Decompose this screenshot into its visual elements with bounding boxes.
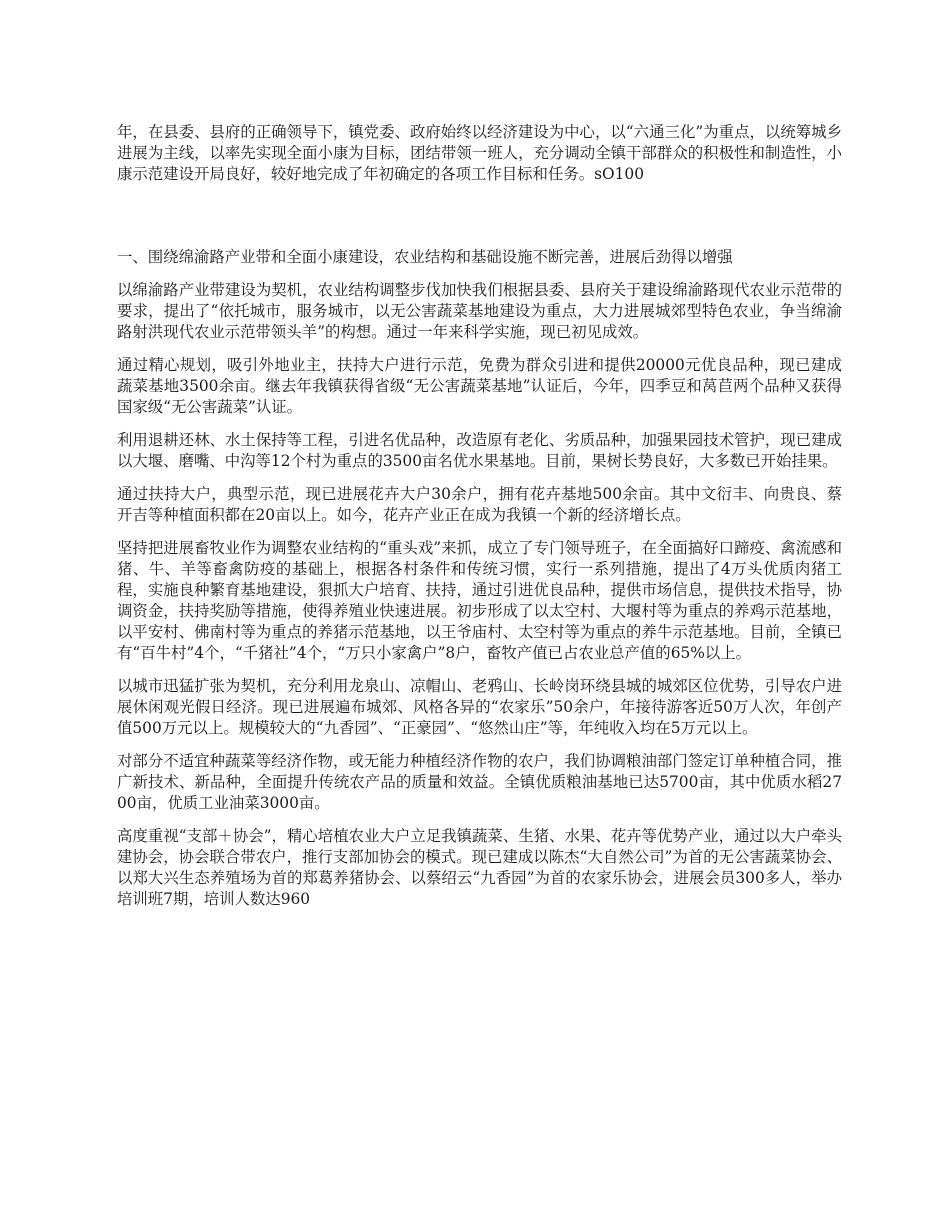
section-heading: 一、围绕绵渝路产业带和全面小康建设，农业结构和基础设施不断完善，进展后劲得以增强 <box>117 248 733 266</box>
paragraph-7: 对部分不适宜种蔬菜等经济作物，或无能力种植经济作物的农户，我们协调粮油部门签定订单种植合同，推广新技术、新品种，全面提升传统农产品的质量和效益。全镇优质粮油基地已达5700亩，其中优质水稻2700亩，优质工业油菜3000亩。 <box>117 752 842 812</box>
section-spacer <box>117 185 842 247</box>
paragraph-2: 通过精心规划，吸引外地业主，扶持大户进行示范，免费为群众引进和提供20000元优良品种，现已建成蔬菜基地3500余亩。继去年我镇获得省级“无公害蔬菜基地”认证后，今年，四季豆和莴苣两个品种又获得国家级“无公害蔬菜”认证。 <box>117 356 842 416</box>
paragraph-3: 利用退耕还林、水土保持等工程，引进名优品种，改造原有老化、劣质品种，加强果园技术管护，现已建成以大堰、磨嘴、中沟等12个村为重点的3500亩名优水果基地。目前，果树长势良好，大多数已开始挂果。 <box>117 431 842 470</box>
paragraph-1: 以绵渝路产业带建设为契机，农业结构调整步伐加快我们根据县委、县府关于建设绵渝路现代农业示范带的要求，提出了“依托城市，服务城市，以无公害蔬菜基地建设为重点，大力进展城郊型特色农业，争当绵渝路射洪现代农业示范带领头羊”的构想。通过一年来科学实施，现已初见成效。 <box>117 281 842 341</box>
intro-paragraph: 年，在县委、县府的正确领导下，镇党委、政府始终以经济建设为中心，以“六通三化”为重点，以统筹城乡进展为主线，以率先实现全面小康为目标，团结带领一班人，充分调动全镇干部群众的积极性和制造性，小康示范建设开局良好，较好地完成了年初确定的各项工作目标和任务。sO100 <box>117 123 842 183</box>
paragraph-6: 以城市迅猛扩张为契机，充分利用龙泉山、凉帽山、老鸦山、长岭岗环绕县城的城郊区位优势，引导农户进展休闲观光假日经济。现已进展遍布城郊、风格各异的“农家乐”50余户，年接待游客近50万人次，年创产值500万元以上。规模较大的“九香园”、“正豪园”、“悠然山庄”等，年纯收入均在5万元以上。 <box>117 677 842 737</box>
paragraph-8: 高度重视“支部＋协会”，精心培植农业大户立足我镇蔬菜、生猪、水果、花卉等优势产业，通过以大户牵头建协会，协会联合带农户，推行支部加协会的模式。现已建成以陈杰“大自然公司”为首的无公害蔬菜协会、以郑大兴生态养殖场为首的郑葛养猪协会、以蔡绍云“九香园”为首的农家乐协会，进展会员300多人，举办培训班7期，培训人数达960 <box>117 827 842 908</box>
paragraph-5: 坚持把进展畜牧业作为调整农业结构的“重头戏”来抓，成立了专门领导班子，在全面搞好口蹄疫、禽流感和猪、牛、羊等畜禽防疫的基础上，根据各村条件和传统习惯，实行一系列措施，提出了4万头优质肉猪工程，实施良种繁育基地建设，狠抓大户培育、扶持，通过引进优良品种，提供市场信息，提供技术指导，协调资金，扶持奖励等措施，使得养殖业快速进展。初步形成了以太空村、大堰村等为重点的养鸡示范基地，以平安村、佛南村等为重点的养猪示范基地，以王爷庙村、太空村等为重点的养牛示范基地。目前，全镇已有“百牛村”4个，“千猪社”4个，“万只小家禽户”8户，畜牧产值已占农业总产值的65%以上。 <box>117 539 842 662</box>
paragraph-4: 通过扶持大户，典型示范，现已进展花卉大户30余户，拥有花卉基地500余亩。其中文衍丰、向贵良、蔡开吉等种植面积都在20亩以上。如今，花卉产业正在成为我镇一个新的经济增长点。 <box>117 485 842 524</box>
document-body <box>117 122 842 922</box>
